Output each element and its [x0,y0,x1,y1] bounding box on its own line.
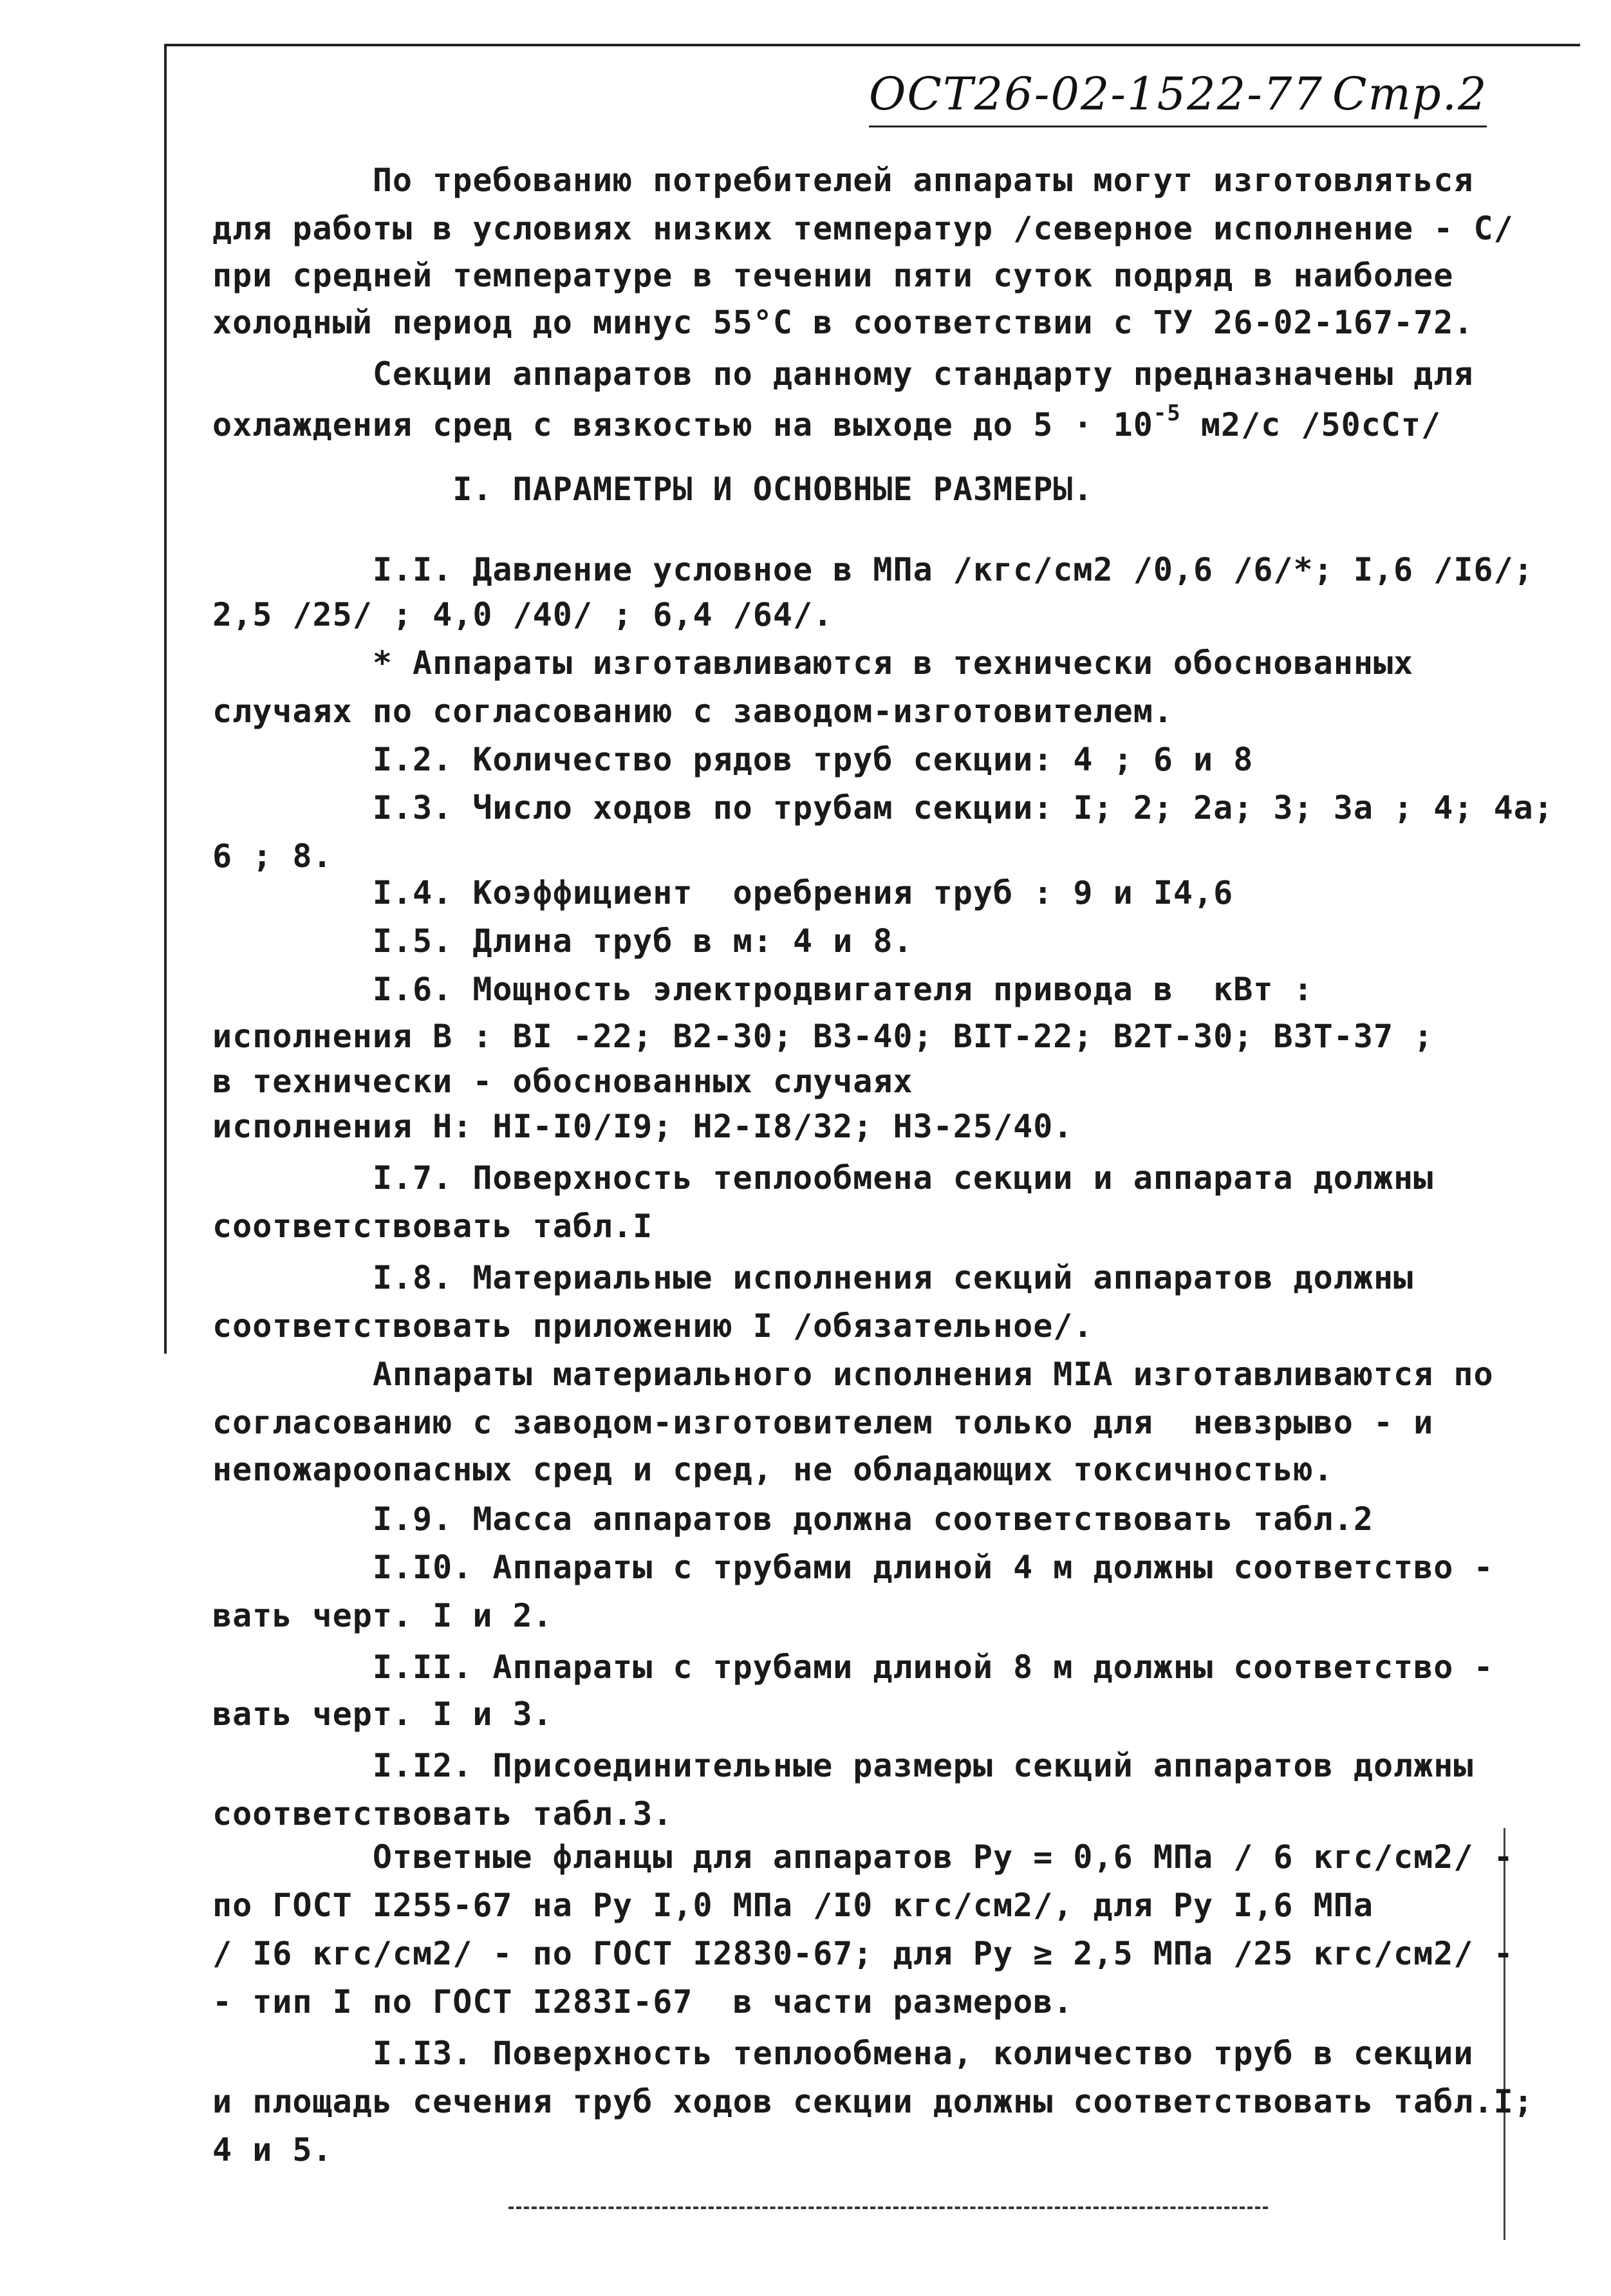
text-line: случаях по согласованию с заводом-изготовителем. [212,693,1173,730]
text-line: соответствовать табл.I [212,1208,653,1245]
text-line: по ГОСТ I255-67 на Ру I,0 МПа /I0 кгс/см2/, для Ру I,6 МПа [212,1887,1374,1924]
text-line: холодный период до минус 55°С в соответствии с ТУ 26-02-167-72. [212,304,1474,341]
text-line: I.4. Коэффициент оребрения труб : 9 и I4,6 [212,874,1234,911]
text-line: вать черт. I и 2. [212,1597,553,1634]
text-line: при средней температуре в течении пяти суток подряд в наиболее [212,257,1454,294]
text-line: Ответные фланцы для аппаратов Ру = 0,6 МПа / 6 кгс/см2/ - [212,1838,1514,1876]
text-line: / I6 кгс/см2/ - по ГОСТ I2830-67; для Ру ≥ 2,5 МПа /25 кгс/см2/ - [212,1935,1514,1972]
text-line: охлаждения сред с вязкостью на выходе до $5 \cdot 10^{-5}$ м2/с /50сСт/ [212,400,1442,443]
text-line: согласованию с заводом-изготовителем только для невзрыво - и [212,1404,1434,1441]
text-line: непожароопасных сред и сред, не обладающих токсичностью. [212,1451,1334,1488]
text-line: соответствовать приложению I /обязательное/. [212,1307,1094,1345]
text-line: и площадь сечения труб ходов секции должны соответствовать табл.I; [212,2083,1534,2120]
frame-bottom-border [508,2207,1268,2209]
text-line: I.II. Аппараты с трубами длиной 8 м должны соответство - [212,1648,1494,1686]
text-line: для работы в условиях низких температур /северное исполнение - С/ [212,210,1514,247]
text-line: Аппараты материального исполнения МIА изготавливаются по [212,1356,1494,1393]
text-line: I.7. Поверхность теплообмена секции и аппарата должны [212,1159,1434,1197]
text-line: I.I2. Присоединительные размеры секций аппаратов должны [212,1747,1474,1784]
exponent: -5 [1153,400,1181,426]
text-line: I.8. Материальные исполнения секций аппаратов должны [212,1259,1414,1296]
text-line: I.3. Число ходов по трубам секции: I; 2; 2а; 3; 3а ; 4; 4а; [212,789,1554,826]
text-line: вать черт. I и 3. [212,1695,553,1733]
text-line: I.6. Мощность электродвигателя привода в кВт : [212,971,1314,1008]
text-line: исполнения В : ВI -22; В2-30; В3-40; ВIТ-22; В2Т-30; В3Т-37 ; [212,1018,1434,1055]
section-heading: I. ПАРАМЕТРЫ И ОСНОВНЫЕ РАЗМЕРЫ. [212,471,1094,508]
page-number: Стр.2 [1332,68,1488,120]
text-line: - тип I по ГОСТ I283I-67 в части размеров. [212,1983,1074,2021]
text-line: исполнения Н: НI-I0/I9; Н2-I8/32; Н3-25/40. [212,1108,1074,1145]
text-line: I.5. Длина труб в м: 4 и 8. [212,922,913,960]
text-line: I.2. Количество рядов труб секции: 4 ; 6 и 8 [212,741,1254,778]
text-line: 6 ; 8. [212,837,333,875]
text-line: * Аппараты изготавливаются в технически обоснованных [212,644,1414,682]
text-line: По требованию потребителей аппараты могут изготовляться [212,162,1474,199]
text-line: I.I0. Аппараты с трубами длиной 4 м должны соответство - [212,1549,1494,1586]
text-line: соответствовать табл.3. [212,1795,673,1833]
text-line: Секции аппаратов по данному стандарту предназначены для [212,355,1474,393]
text-line: в технически - обоснованных случаях [212,1063,913,1100]
frame-top-border [164,44,1580,46]
header-underline [869,126,1487,127]
text-line: 4 и 5. [212,2131,333,2169]
frame-left-border [164,44,167,1354]
text-line: I.I3. Поверхность теплообмена, количество труб в секции [212,2035,1474,2072]
page-header [869,61,1487,132]
text-line: 2,5 /25/ ; 4,0 /40/ ; 6,4 /64/. [212,596,833,633]
frame-right-border [1504,1828,1505,2240]
document-code: ОСТ26-02-1522-77 [869,68,1323,120]
text-line: I.9. Масса аппаратов должна соответствовать табл.2 [212,1500,1374,1538]
text-line: I.I. Давление условное в МПа /кгс/см2 /0,6 /6/*; I,6 /I6/; [212,551,1534,588]
